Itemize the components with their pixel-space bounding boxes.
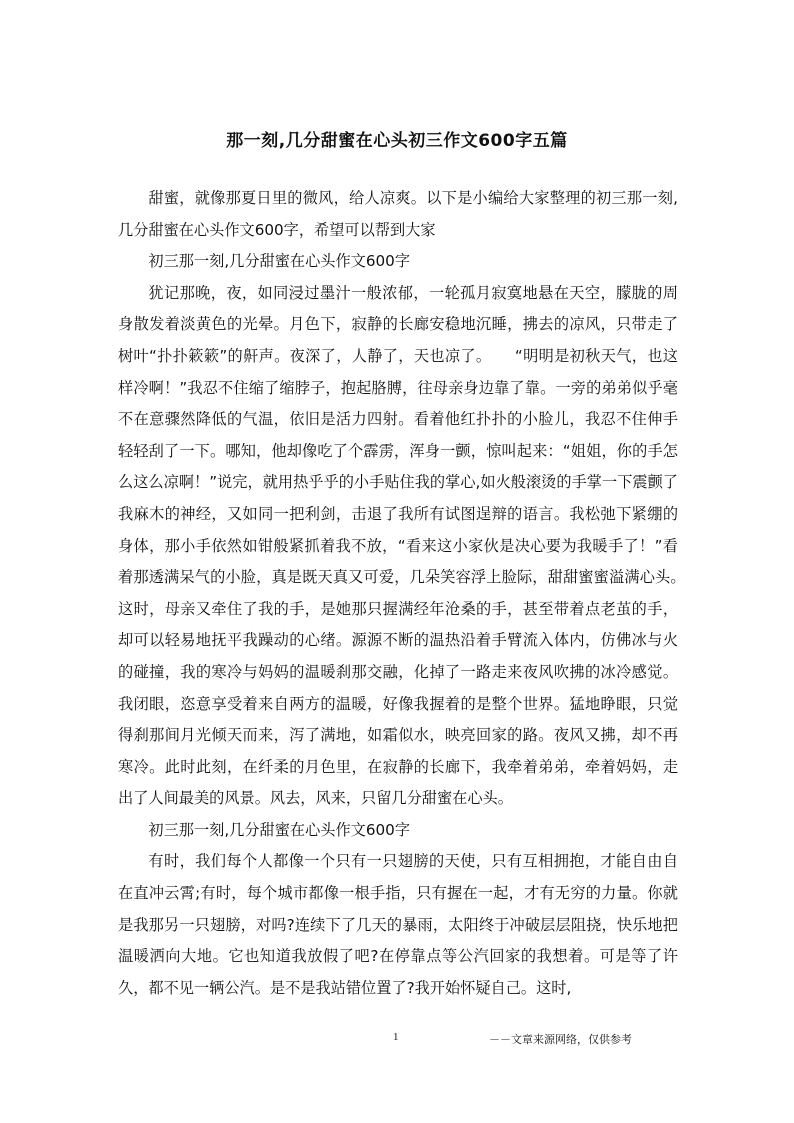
intro-paragraph: 甜蜜，就像那夏日里的微风，给人凉爽。以下是小编给大家整理的初三那一刻,几分甜蜜在心头作文600字，希望可以帮到大家 (118, 189, 678, 239)
section-heading: 初三那一刻,几分甜蜜在心头作文600字 (148, 252, 411, 271)
document-title: 那一刻,几分甜蜜在心头初三作文600字五篇 (226, 131, 568, 151)
essay-paragraph: 有时，我们每个人都像一个只有一只翅膀的天使，只有互相拥抱，才能自由自在直冲云霄;有时，每个城市都像一根手指，只有握在一起，才有无穷的力量。你就是我那另一只翅膀，对吗?连续下了几天的暴雨，太阳终于冲破层层阻挠，快乐地把温暖洒向大地。它也知道我放假了吧?在停靠点等公汽回家的我想着。可是等了许久，都不见一辆公汽。是不是我站错位置了?我开始怀疑自己。这时, (118, 852, 678, 997)
document-body (118, 183, 709, 1004)
page-number: 1 (393, 1031, 399, 1043)
source-note: －－文章来源网络，仅供参考 (489, 1033, 632, 1046)
section-heading: 初三那一刻,几分甜蜜在心头作文600字 (148, 820, 411, 839)
essay-paragraph: 犹记那晚，夜，如同浸过墨汁一般浓郁，一轮孤月寂寞地悬在天空，朦胧的周身散发着淡黄色的光晕。月色下，寂静的长廊安稳地沉睡，拂去的凉风，只带走了树叶“扑扑簌簌”的鼾声。夜深了，人静了，天也凉了。 “明明是初秋天气，也这样冷啊！”我忍不住缩了缩脖子，抱起胳膊，往母亲身边靠了靠。一旁的弟弟似乎毫不在意骤然降低的气温，依旧是活力四射。看着他红扑扑的小脸儿，我忍不住伸手轻轻刮了一下。哪知，他却像吃了个霹雳，浑身一颤，惊叫起来：“姐姐，你的手怎么这么凉啊！”说完，就用热乎乎的小手贴住我的掌心,如火般滚烫的手掌一下震颤了我麻木的神经，又如同一把利剑，击退了我所有试图逞辩的语言。我松弛下紧绷的身体，那小手依然如钳般紧抓着我不放，“看来这小家伙是决心要为我暖手了！”看着那透满呆气的小脸，真是既天真又可爱，几朵笑容浮上脸际，甜甜蜜蜜溢满心头。 这时，母亲又牵住了我的手，是她那只握满经年沧桑的手，甚至带着点老茧的手，却可以轻易地抚平我躁动的心绪。源源不断的温热沿着手臂流入体内，仿佛冰与火的碰撞，我的寒冷与妈妈的温暖刹那交融，化掉了一路走来夜风吹拂的冰冷感觉。我闭眼，恣意享受着来自两方的温暖，好像我握着的是整个世界。猛地睁眼，只觉得刹那间月光倾天而来，泻了满地，如霜似水，映亮回家的路。夜风又拂，却不再寒冷。此时此刻，在纤柔的月色里，在寂静的长廊下，我牵着弟弟，牵着妈妈，走出了人间最美的风景。风去，风来，只留几分甜蜜在心头。 (118, 283, 709, 808)
